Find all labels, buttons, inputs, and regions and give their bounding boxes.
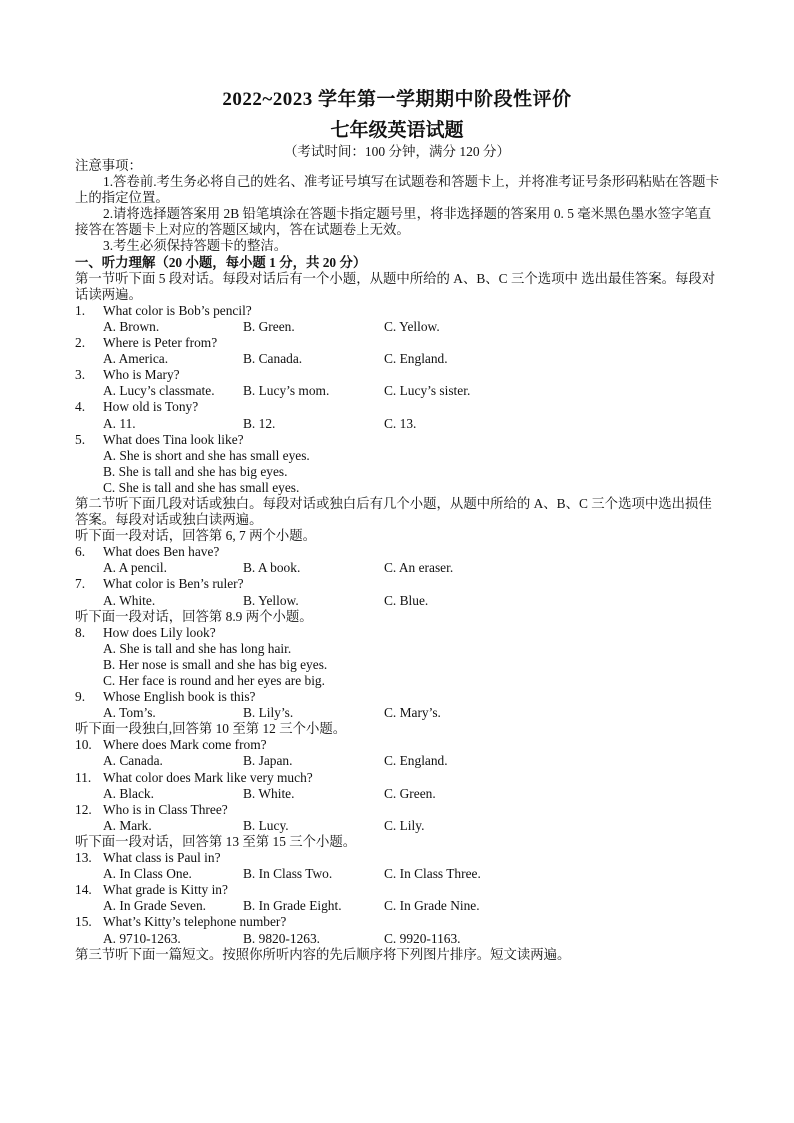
options-row bbox=[75, 416, 720, 432]
question-number: 11. bbox=[75, 769, 92, 785]
option-c: C. Her face is round and her eyes are big. bbox=[103, 673, 325, 688]
question-11 bbox=[75, 770, 720, 786]
note-item: 2.请将选择题答案用 2B 铅笔填涂在答题卡指定题号里，将非选择题的答案用 0. 5 毫米黑色墨水签字笔直接答在答题卡上对应的答题区域内，答在试题卷上无效。 bbox=[75, 206, 712, 238]
question-number: 3. bbox=[75, 367, 86, 383]
question-1 bbox=[75, 303, 720, 319]
option-a: A. She is tall and she has long hair. bbox=[103, 640, 292, 656]
option-b: B. She is tall and she has big eyes. bbox=[103, 463, 288, 479]
question-text: What color is Ben’s ruler? bbox=[103, 576, 244, 592]
question-number: 10. bbox=[75, 737, 92, 753]
question-number: 13. bbox=[75, 850, 92, 866]
question-text: Whose English book is this? bbox=[103, 689, 256, 705]
part3-instructions: 第三节听下面一篇短文。按照你所听内容的先后顺序将下列图片排序。短文读两遍。 bbox=[75, 946, 571, 962]
question-14 bbox=[75, 882, 720, 898]
option-b: B. In Class Two. bbox=[243, 866, 333, 882]
question-number: 15. bbox=[75, 914, 92, 930]
option-a: A. White. bbox=[103, 592, 156, 608]
note-item: 1.答卷前.考生务必将自己的姓名、准考证号填写在试题卷和答题卡上，并将准考证号条形码粘贴在答题卡上的指定位置。 bbox=[75, 174, 719, 206]
option-c: C. She is tall and she has small eyes. bbox=[103, 479, 300, 495]
question-number: 14. bbox=[75, 882, 92, 898]
option-c: C. In Class Three. bbox=[384, 866, 481, 882]
option-a: A. Lucy’s classmate. bbox=[103, 383, 215, 399]
option-c: C. 13. bbox=[384, 415, 417, 431]
option-a: A. She is short and she has small eyes. bbox=[103, 447, 310, 463]
option-b: B. 12. bbox=[243, 415, 276, 431]
question-3 bbox=[75, 367, 720, 383]
options-row bbox=[75, 593, 720, 609]
options-row bbox=[75, 383, 720, 399]
question-text: Where does Mark come from? bbox=[103, 737, 267, 753]
notes-heading: 注意事项： bbox=[75, 158, 142, 173]
question-number: 6. bbox=[75, 544, 86, 560]
part2-instructions: 第二节听下面几段对话或独白。每段对话或独白后有几个小题，从题中所给的 A、B、C 三个选项中选出损佳答案。每段对话或独白读两遍。 bbox=[75, 495, 712, 528]
question-15 bbox=[75, 914, 720, 930]
option-b: B. 9820-1263. bbox=[243, 930, 320, 946]
option-a: A. Mark. bbox=[103, 817, 152, 833]
exam-info: （考试时间：100 分钟，满分 120 分） bbox=[283, 144, 511, 159]
option-c: C. An eraser. bbox=[384, 560, 454, 576]
option-b: B. Lucy. bbox=[243, 817, 289, 833]
option-a: A. Brown. bbox=[103, 318, 160, 334]
option-c: C. Blue. bbox=[384, 592, 429, 608]
option-a: A. In Class One. bbox=[103, 866, 192, 882]
question-text: How old is Tony? bbox=[103, 399, 199, 415]
question-text: What grade is Kitty in? bbox=[103, 882, 228, 898]
question-text: What’s Kitty’s telephone number? bbox=[103, 914, 287, 930]
question-number: 4. bbox=[75, 399, 86, 415]
question-7 bbox=[75, 576, 720, 592]
options-row bbox=[75, 931, 720, 947]
question-text: What color is Bob’s pencil? bbox=[103, 302, 252, 318]
option-a: A. Tom’s. bbox=[103, 705, 156, 721]
option-c: C. England. bbox=[384, 351, 448, 367]
question-text: Where is Peter from? bbox=[103, 335, 218, 351]
question-number: 5. bbox=[75, 431, 86, 447]
option-b: B. A book. bbox=[243, 560, 301, 576]
option-a: A. America. bbox=[103, 351, 169, 367]
options-row bbox=[75, 898, 720, 914]
option-b: B. Yellow. bbox=[243, 592, 299, 608]
option-b: B. Lucy’s mom. bbox=[243, 383, 330, 399]
option-c: C. Green. bbox=[384, 785, 436, 801]
exam-body bbox=[75, 158, 720, 963]
option-c: C. Mary’s. bbox=[384, 705, 441, 721]
question-9 bbox=[75, 689, 720, 705]
question-text: Who is Mary? bbox=[103, 367, 180, 383]
question-13 bbox=[75, 850, 720, 866]
option-b: B. White. bbox=[243, 785, 295, 801]
question-text: What class is Paul in? bbox=[103, 850, 221, 866]
option-c: C. In Grade Nine. bbox=[384, 898, 480, 914]
options-row bbox=[75, 319, 720, 335]
option-b: B. Her nose is small and she has big eyes. bbox=[103, 656, 328, 672]
listening-cue: 听下面一段独白,回答第 10 至第 12 三个小题。 bbox=[75, 721, 347, 737]
listening-cue: 听下面一段对话，回答第 6, 7 两个小题。 bbox=[75, 528, 317, 544]
question-number: 2. bbox=[75, 335, 86, 351]
option-c: C. England. bbox=[384, 753, 448, 769]
options-row bbox=[75, 866, 720, 882]
question-6 bbox=[75, 544, 720, 560]
question-number: 8. bbox=[75, 624, 86, 640]
options-row bbox=[75, 753, 720, 769]
question-number: 12. bbox=[75, 801, 92, 817]
note-item: 3.考生必须保持答题卡的整洁。 bbox=[103, 238, 288, 254]
options-row bbox=[75, 560, 720, 576]
option-a: A. 9710-1263. bbox=[103, 930, 181, 946]
option-c: C. Lucy’s sister. bbox=[384, 383, 471, 399]
option-b: B. Lily’s. bbox=[243, 705, 294, 721]
question-8 bbox=[75, 625, 720, 641]
question-number: 7. bbox=[75, 576, 86, 592]
option-c: C. 9920-1163. bbox=[384, 930, 461, 946]
option-a: A. A pencil. bbox=[103, 560, 167, 576]
exam-title: 2022~2023 学年第一学期期中阶段性评价 bbox=[222, 89, 572, 110]
options-row bbox=[75, 786, 720, 802]
option-c: C. Yellow. bbox=[384, 318, 440, 334]
options-row bbox=[75, 705, 720, 721]
question-number: 1. bbox=[75, 302, 86, 318]
option-a: A. 11. bbox=[103, 415, 136, 431]
question-number: 9. bbox=[75, 689, 86, 705]
question-2 bbox=[75, 335, 720, 351]
option-b: B. In Grade Eight. bbox=[243, 898, 342, 914]
option-a: A. Canada. bbox=[103, 753, 163, 769]
options-row bbox=[75, 818, 720, 834]
option-b: B. Japan. bbox=[243, 753, 293, 769]
option-a: A. In Grade Seven. bbox=[103, 898, 206, 914]
options-row bbox=[75, 351, 720, 367]
option-b: B. Green. bbox=[243, 318, 295, 334]
option-c: C. Lily. bbox=[384, 817, 425, 833]
question-12 bbox=[75, 802, 720, 818]
question-text: Who is in Class Three? bbox=[103, 801, 228, 817]
question-text: What does Ben have? bbox=[103, 544, 220, 560]
section-heading: 一、听力理解（20 小题，每小题 1 分，共 20 分） bbox=[75, 254, 367, 270]
question-text: How does Lily look? bbox=[103, 624, 216, 640]
listening-cue: 听下面一段对话，回答第 13 至第 15 三个小题。 bbox=[75, 833, 357, 849]
question-text: What color does Mark like very much? bbox=[103, 769, 313, 785]
part1-instructions: 第一节听下面 5 段对话。每段对话后有一个小题，从题中所给的 A、B、C 三个选项中 选出最佳答案。每段对话读两遍。 bbox=[75, 270, 716, 302]
question-text: What does Tina look like? bbox=[103, 431, 244, 447]
question-10 bbox=[75, 737, 720, 753]
question-5 bbox=[75, 432, 720, 448]
option-b: B. Canada. bbox=[243, 351, 303, 367]
exam-subtitle: 七年级英语试题 bbox=[330, 120, 464, 141]
question-4 bbox=[75, 399, 720, 415]
listening-cue: 听下面一段对话，回答第 8.9 两个小题。 bbox=[75, 608, 313, 624]
option-a: A. Black. bbox=[103, 785, 154, 801]
